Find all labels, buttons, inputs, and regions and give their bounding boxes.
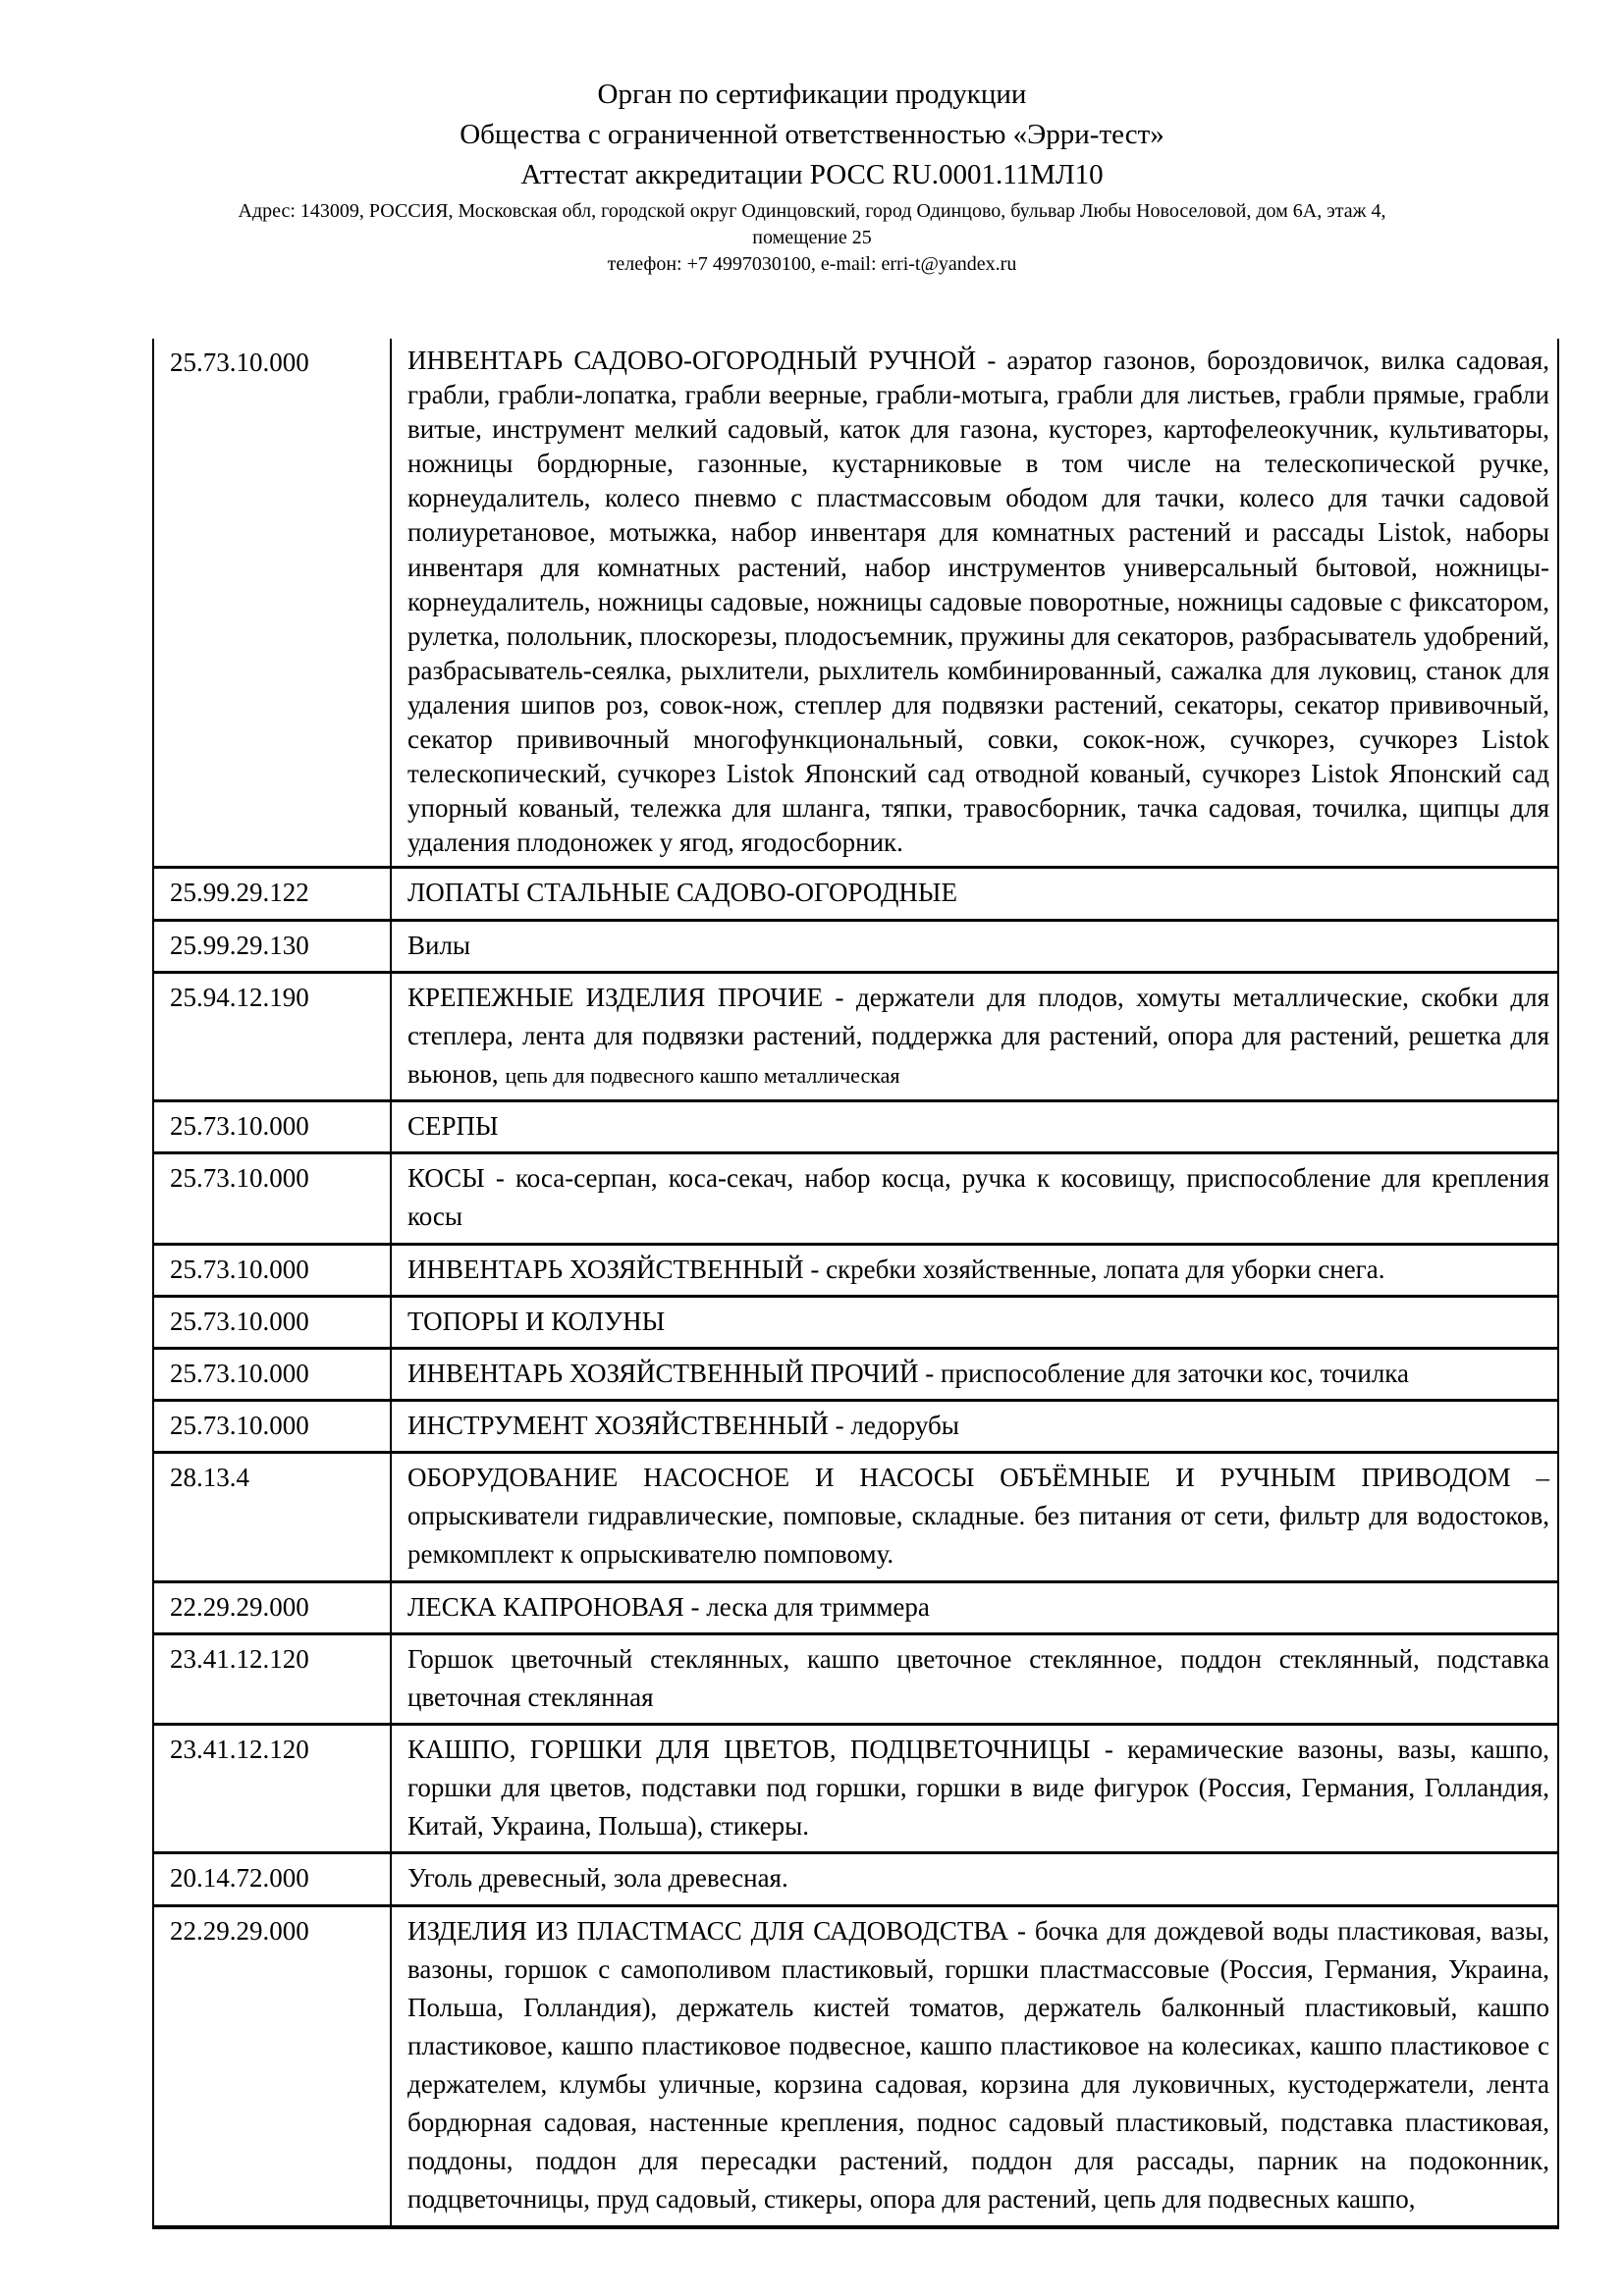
description-segment: цепь для подвесного кашпо металлическая <box>505 1062 900 1088</box>
table-row <box>153 920 1558 972</box>
table-row <box>153 1296 1558 1348</box>
table-row <box>153 1905 1558 2227</box>
description-cell <box>391 1853 1558 1905</box>
table-row <box>153 1400 1558 1452</box>
description-segment: ТОПОРЫ И КОЛУНЫ <box>407 1306 666 1336</box>
table-row <box>153 1853 1558 1905</box>
table-row <box>153 1348 1558 1400</box>
code-cell: 25.73.10.000 <box>153 1400 391 1452</box>
description-cell <box>391 972 1558 1100</box>
description-segment: ОБОРУДОВАНИЕ НАСОСНОЕ И НАСОСЫ ОБЪЁМНЫЕ И РУЧНЫМ ПРИВОДОМ – опрыскиватели гидравлические, помповые, складные. без питания от сети, фильтр для водостоков, ремкомплект к опрыскивателю помповому. <box>407 1463 1549 1570</box>
code-cell: 25.73.10.000 <box>153 1101 391 1153</box>
table-row <box>153 1724 1558 1852</box>
code-cell: 20.14.72.000 <box>153 1853 391 1905</box>
description-segment: ИЗДЕЛИЯ ИЗ ПЛАСТМАСС ДЛЯ САДОВОДСТВА - бочка для дождевой воды пластиковая, вазы, вазоны, горшок с самополивом пластиковый, горшки пластмассовые (Россия, Германия, Украина, Польша, Голландия), держатель кистей томатов, держатель балконный пластиковый, кашпо пластиковое, кашпо пластиковое подвесное, кашпо пластиковое на колесиках, кашпо пластиковое с держателем, клумбы уличные, корзина садовая, корзина для луковичных, кустодержатели, лента бордюрная садовая, настенные крепления, поднос садовый пластиковый, подставка пластиковая, поддоны, поддон для пересадки растений, поддон для рассады, парник на подоконник, подцветочницы, пруд садовый, стикеры, опора для растений, цепь для подвесных кашпо, <box>407 1915 1549 2215</box>
header-address-line1: Адрес: 143009, РОССИЯ, Московская обл, городской округ Одинцовский, город Одинцово, бульвар Любы Новоселовой, дом 6А, этаж 4, <box>238 200 1386 222</box>
description-segment: Уголь древесный, зола древесная. <box>407 1863 788 1894</box>
code-cell: 28.13.4 <box>153 1453 391 1581</box>
description-segment: КРЕПЕЖНЫЕ ИЗДЕЛИЯ ПРОЧИЕ - держатели для плодов, хомуты металлические, скобки для степлера, лента для подвязки растений, поддержка для растений, опора для растений, решетка для вьюнов, <box>407 982 1549 1089</box>
header-attestation-line: Аттестат аккредитации РОСС RU.0001.11МЛ10 <box>520 159 1104 190</box>
products-table-body <box>153 339 1558 2227</box>
header-company-line: Общества с ограниченной ответственностью «Эрри-тест» <box>460 119 1164 150</box>
table-row <box>153 972 1558 1100</box>
table-row <box>153 868 1558 920</box>
header-contact-line: телефон: +7 4997030100, e-mail: erri-t@yandex.ru <box>607 253 1017 275</box>
description-cell <box>391 1296 1558 1348</box>
description-cell <box>391 1400 1558 1452</box>
description-segment: Горшок цветочный стеклянных, кашпо цветочное стеклянное, поддон стеклянный, подставка цветочная стеклянная <box>407 1643 1549 1712</box>
description-segment: ЛЕСКА КАПРОНОВАЯ - леска для триммера <box>407 1591 930 1622</box>
table-row <box>153 1101 1558 1153</box>
code-cell: 25.73.10.000 <box>153 1153 391 1244</box>
code-cell: 23.41.12.120 <box>153 1633 391 1724</box>
code-cell: 25.73.10.000 <box>153 1296 391 1348</box>
table-row <box>153 1153 1558 1244</box>
description-cell <box>391 1633 1558 1724</box>
description-cell <box>391 1348 1558 1400</box>
description-segment: ИНВЕНТАРЬ ХОЗЯЙСТВЕННЫЙ ПРОЧИЙ - приспособление для заточки кос, точилка <box>407 1358 1410 1388</box>
description-cell <box>391 339 1558 868</box>
table-row <box>153 1453 1558 1581</box>
code-cell: 25.73.10.000 <box>153 339 391 868</box>
document-header <box>0 75 1624 278</box>
description-segment: КАШПО, ГОРШКИ ДЛЯ ЦВЕТОВ, ПОДЦВЕТОЧНИЦЫ - керамические вазоны, вазы, кашпо, горшки для цветов, подставки под горшки, горшки в виде фигурок (Россия, Германия, Голландия, Китай, Украина, Польша), стикеры. <box>407 1734 1549 1842</box>
description-cell <box>391 1453 1558 1581</box>
code-cell: 22.29.29.000 <box>153 1905 391 2227</box>
code-cell: 25.73.10.000 <box>153 1348 391 1400</box>
description-cell <box>391 1101 1558 1153</box>
code-cell: 25.99.29.130 <box>153 920 391 972</box>
description-cell <box>391 1244 1558 1296</box>
description-cell <box>391 1905 1558 2227</box>
table-row <box>153 1581 1558 1633</box>
description-cell <box>391 920 1558 972</box>
description-segment: Вилы <box>407 930 471 960</box>
products-table <box>152 339 1559 2229</box>
description-segment: ЛОПАТЫ СТАЛЬНЫЕ САДОВО-ОГОРОДНЫЕ <box>407 878 957 908</box>
description-segment: КОСЫ - коса-серпан, коса-секач, набор косца, ручка к косовищу, приспособление для крепления косы <box>407 1163 1549 1232</box>
header-org-line: Орган по сертификации продукции <box>597 79 1027 110</box>
description-cell <box>391 1724 1558 1852</box>
description-segment: ИНСТРУМЕНТ ХОЗЯЙСТВЕННЫЙ - ледорубы <box>407 1410 959 1440</box>
code-cell: 23.41.12.120 <box>153 1724 391 1852</box>
code-cell: 22.29.29.000 <box>153 1581 391 1633</box>
description-cell <box>391 868 1558 920</box>
description-segment: ИНВЕНТАРЬ ХОЗЯЙСТВЕННЫЙ - скребки хозяйственные, лопата для уборки снега. <box>407 1254 1385 1284</box>
code-cell: 25.94.12.190 <box>153 972 391 1100</box>
description-segment: ИНВЕНТАРЬ САДОВО-ОГОРОДНЫЙ РУЧНОЙ - аэратор газонов, бороздовичок, вилка садовая, грабли, грабли-лопатка, грабли веерные, грабли-мотыга, грабли для листьев, грабли прямые, грабли витые, инструмент мелкий садовый, каток для газона, кусторез, картофелеокучник, культиваторы, ножницы бордюрные, газонные, кустарниковые в том числе на телескопической ручке, корнеудалитель, колесо пневмо с пластмассовым ободом для тачки, колесо для тачки садовой полиуретановое, мотыжка, набор инвентаря для комнатных растений и рассады Listok, наборы инвентаря для комнатных растений, набор инструментов универсальный бытовой, ножницы-корнеудалитель, ножницы садовые, ножницы садовые поворотные, ножницы садовые с фиксатором, рулетка, полольник, плоскорезы, плодосъемник, пружины для секаторов, разбрасыватель удобрений, разбрасыватель-сеялка, рыхлители, рыхлитель комбинированный, сажалка для луковиц, станок для удаления шипов роз, совок-нож, степлер для подвязки растений, секаторы, секатор прививочный, секатор прививочный многофункциональный, совки, сокок-нож, сучкорез, сучкорез Listok телескопический, сучкорез Listok Японский сад отводной кованый, сучкорез Listok Японский сад упорный кованый, тележка для шланга, тяпки, травосборник, тачка садовая, точилка, щипцы для удаления плодоножек у ягод, ягодосборник. <box>407 346 1549 858</box>
header-address-line2: помещение 25 <box>752 227 872 248</box>
code-cell: 25.99.29.122 <box>153 868 391 920</box>
table-row <box>153 1244 1558 1296</box>
table-row <box>153 339 1558 868</box>
description-cell <box>391 1153 1558 1244</box>
description-cell <box>391 1581 1558 1633</box>
code-cell: 25.73.10.000 <box>153 1244 391 1296</box>
description-segment: СЕРПЫ <box>407 1111 499 1142</box>
table-row <box>153 1633 1558 1724</box>
